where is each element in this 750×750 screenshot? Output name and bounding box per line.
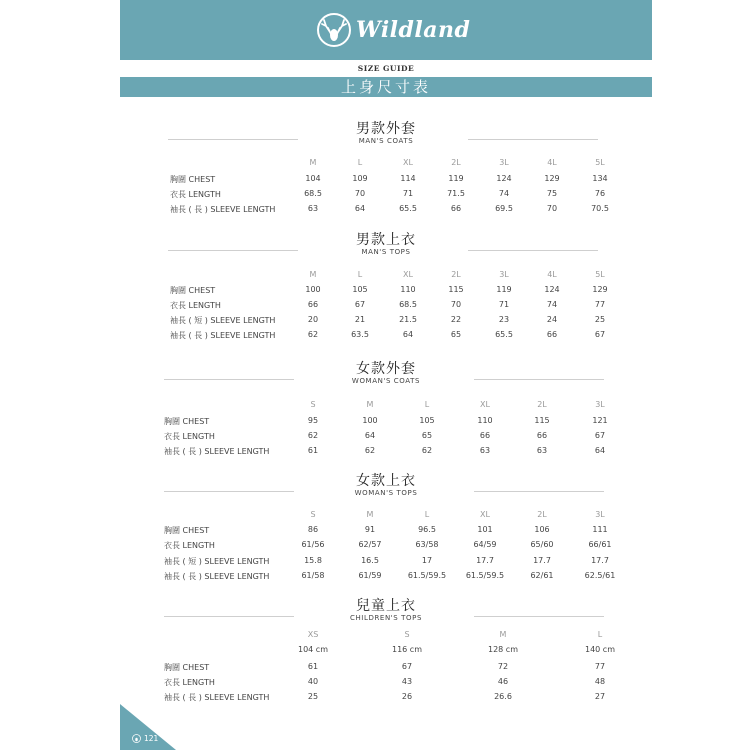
page-number: 121 bbox=[144, 734, 159, 743]
size-header: XL bbox=[403, 158, 413, 167]
value-cell: 91 bbox=[364, 525, 376, 534]
height-cell: 104 cm bbox=[297, 645, 328, 654]
value-cell: 110 bbox=[400, 285, 416, 294]
height-cell: 128 cm bbox=[487, 645, 518, 654]
value-cell: 68.5 bbox=[304, 189, 322, 198]
corner-tab bbox=[120, 704, 176, 750]
value-cell: 66 bbox=[546, 330, 558, 339]
value-cell: 86 bbox=[307, 525, 319, 534]
value-cell: 95 bbox=[307, 416, 319, 425]
section-subtitle: CHILDREN'S TOPS bbox=[349, 614, 423, 622]
value-cell: 61/58 bbox=[301, 571, 325, 580]
brand-wordmark: Wildland bbox=[356, 17, 471, 43]
value-cell: 62/61 bbox=[530, 571, 554, 580]
value-cell: 70.5 bbox=[591, 204, 609, 213]
row-label: 胸圍 CHEST bbox=[164, 663, 210, 672]
size-header: XS bbox=[307, 630, 319, 639]
height-cell: 140 cm bbox=[584, 645, 615, 654]
section-subtitle: WOMAN'S COATS bbox=[351, 377, 421, 385]
value-cell: 16.5 bbox=[361, 556, 379, 565]
size-header: 4L bbox=[547, 270, 557, 279]
section-title: 男款外套 bbox=[356, 121, 416, 137]
value-cell: 27 bbox=[594, 692, 606, 701]
value-cell: 62.5/61 bbox=[584, 571, 616, 580]
value-cell: 62/57 bbox=[358, 540, 382, 549]
size-header: 2L bbox=[537, 510, 547, 519]
size-guide-label: SIZE GUIDE bbox=[357, 64, 415, 73]
size-header: 2L bbox=[537, 400, 547, 409]
size-header: M bbox=[366, 400, 374, 409]
value-cell: 115 bbox=[448, 285, 464, 294]
row-label: 衣長 LENGTH bbox=[164, 432, 215, 441]
value-cell: 101 bbox=[477, 525, 493, 534]
value-cell: 76 bbox=[594, 189, 606, 198]
row-label: 胸圍 CHEST bbox=[170, 286, 216, 295]
size-header: M bbox=[366, 510, 374, 519]
value-cell: 134 bbox=[592, 174, 608, 183]
value-cell: 119 bbox=[448, 174, 464, 183]
section-rule-right bbox=[474, 491, 604, 492]
value-cell: 61.5/59.5 bbox=[465, 571, 505, 580]
size-header: 3L bbox=[595, 510, 605, 519]
value-cell: 63/58 bbox=[415, 540, 439, 549]
section-title: 男款上衣 bbox=[356, 232, 416, 248]
value-cell: 21 bbox=[354, 315, 366, 324]
value-cell: 71 bbox=[402, 189, 414, 198]
size-header: XL bbox=[480, 510, 490, 519]
value-cell: 105 bbox=[419, 416, 435, 425]
value-cell: 62 bbox=[421, 446, 433, 455]
value-cell: 72 bbox=[497, 662, 509, 671]
value-cell: 68.5 bbox=[399, 300, 417, 309]
value-cell: 70 bbox=[450, 300, 462, 309]
value-cell: 66 bbox=[479, 431, 491, 440]
value-cell: 75 bbox=[546, 189, 558, 198]
value-cell: 104 bbox=[305, 174, 321, 183]
value-cell: 63 bbox=[307, 204, 319, 213]
value-cell: 65.5 bbox=[495, 330, 513, 339]
value-cell: 66 bbox=[450, 204, 462, 213]
size-header: L bbox=[424, 400, 430, 409]
section-title: 女款外套 bbox=[356, 361, 416, 377]
value-cell: 15.8 bbox=[304, 556, 322, 565]
size-header: L bbox=[357, 270, 363, 279]
row-label: 袖長 ( 長 ) SLEEVE LENGTH bbox=[164, 572, 270, 581]
size-header: M bbox=[309, 270, 317, 279]
section-rule-right bbox=[474, 616, 604, 617]
section-rule-left bbox=[168, 250, 298, 251]
value-cell: 70 bbox=[546, 204, 558, 213]
section-rule-left bbox=[164, 616, 294, 617]
value-cell: 74 bbox=[546, 300, 558, 309]
value-cell: 25 bbox=[307, 692, 319, 701]
section-rule-left bbox=[168, 139, 298, 140]
value-cell: 77 bbox=[594, 662, 606, 671]
value-cell: 26.6 bbox=[494, 692, 512, 701]
value-cell: 70 bbox=[354, 189, 366, 198]
value-cell: 119 bbox=[496, 285, 512, 294]
value-cell: 100 bbox=[362, 416, 378, 425]
value-cell: 129 bbox=[544, 174, 560, 183]
size-header: M bbox=[309, 158, 317, 167]
value-cell: 64 bbox=[364, 431, 376, 440]
size-header: M bbox=[499, 630, 507, 639]
value-cell: 65/60 bbox=[530, 540, 554, 549]
value-cell: 124 bbox=[544, 285, 560, 294]
value-cell: 23 bbox=[498, 315, 510, 324]
size-header: 3L bbox=[499, 270, 509, 279]
value-cell: 100 bbox=[305, 285, 321, 294]
value-cell: 66 bbox=[307, 300, 319, 309]
value-cell: 48 bbox=[594, 677, 606, 686]
value-cell: 67 bbox=[354, 300, 366, 309]
value-cell: 109 bbox=[352, 174, 368, 183]
size-header: 4L bbox=[547, 158, 557, 167]
value-cell: 61/59 bbox=[358, 571, 382, 580]
size-header: XL bbox=[480, 400, 490, 409]
value-cell: 71.5 bbox=[447, 189, 465, 198]
value-cell: 74 bbox=[498, 189, 510, 198]
value-cell: 115 bbox=[534, 416, 550, 425]
size-header: S bbox=[310, 510, 316, 519]
section-subtitle: WOMAN'S TOPS bbox=[354, 489, 418, 497]
section-rule-left bbox=[164, 491, 294, 492]
value-cell: 65 bbox=[421, 431, 433, 440]
section-subtitle: MAN'S TOPS bbox=[361, 248, 411, 256]
value-cell: 61.5/59.5 bbox=[407, 571, 447, 580]
size-header: S bbox=[404, 630, 410, 639]
value-cell: 111 bbox=[592, 525, 608, 534]
value-cell: 65.5 bbox=[399, 204, 417, 213]
size-header: 5L bbox=[595, 158, 605, 167]
value-cell: 96.5 bbox=[418, 525, 436, 534]
value-cell: 63 bbox=[479, 446, 491, 455]
row-label: 衣長 LENGTH bbox=[170, 301, 221, 310]
value-cell: 46 bbox=[497, 677, 509, 686]
section-rule-left bbox=[164, 379, 294, 380]
row-label: 衣長 LENGTH bbox=[164, 541, 215, 550]
section-title: 兒童上衣 bbox=[356, 598, 416, 614]
size-header: XL bbox=[403, 270, 413, 279]
size-header: 3L bbox=[499, 158, 509, 167]
row-label: 袖長 ( 短 ) SLEEVE LENGTH bbox=[164, 557, 270, 566]
section-rule-right bbox=[474, 379, 604, 380]
value-cell: 61 bbox=[307, 662, 319, 671]
value-cell: 65 bbox=[450, 330, 462, 339]
value-cell: 121 bbox=[592, 416, 608, 425]
brand-logo bbox=[316, 12, 470, 48]
brand-header bbox=[120, 0, 652, 60]
value-cell: 64/59 bbox=[473, 540, 497, 549]
value-cell: 77 bbox=[594, 300, 606, 309]
row-label: 袖長 ( 短 ) SLEEVE LENGTH bbox=[170, 316, 276, 325]
value-cell: 17.7 bbox=[533, 556, 551, 565]
value-cell: 20 bbox=[307, 315, 319, 324]
row-label: 胸圍 CHEST bbox=[170, 175, 216, 184]
value-cell: 26 bbox=[401, 692, 413, 701]
row-label: 胸圍 CHEST bbox=[164, 417, 210, 426]
value-cell: 62 bbox=[307, 330, 319, 339]
section-rule-right bbox=[468, 139, 598, 140]
row-label: 袖長 ( 長 ) SLEEVE LENGTH bbox=[170, 205, 276, 214]
deer-head-icon bbox=[316, 12, 352, 48]
value-cell: 21.5 bbox=[399, 315, 417, 324]
row-label: 袖長 ( 長 ) SLEEVE LENGTH bbox=[164, 447, 270, 456]
value-cell: 110 bbox=[477, 416, 493, 425]
value-cell: 17 bbox=[421, 556, 433, 565]
value-cell: 66 bbox=[536, 431, 548, 440]
value-cell: 105 bbox=[352, 285, 368, 294]
value-cell: 64 bbox=[402, 330, 414, 339]
size-header: L bbox=[424, 510, 430, 519]
section-rule-right bbox=[468, 250, 598, 251]
value-cell: 43 bbox=[401, 677, 413, 686]
size-header: 3L bbox=[595, 400, 605, 409]
deer-head-icon bbox=[132, 734, 141, 743]
value-cell: 129 bbox=[592, 285, 608, 294]
value-cell: 64 bbox=[594, 446, 606, 455]
row-label: 袖長 ( 長 ) SLEEVE LENGTH bbox=[164, 693, 270, 702]
value-cell: 61 bbox=[307, 446, 319, 455]
value-cell: 71 bbox=[498, 300, 510, 309]
value-cell: 64 bbox=[354, 204, 366, 213]
value-cell: 66/61 bbox=[588, 540, 612, 549]
size-header: 5L bbox=[595, 270, 605, 279]
value-cell: 67 bbox=[594, 431, 606, 440]
value-cell: 62 bbox=[307, 431, 319, 440]
size-header: 2L bbox=[451, 158, 461, 167]
row-label: 袖長 ( 長 ) SLEEVE LENGTH bbox=[170, 331, 276, 340]
value-cell: 17.7 bbox=[476, 556, 494, 565]
size-header: 2L bbox=[451, 270, 461, 279]
size-header: S bbox=[310, 400, 316, 409]
value-cell: 24 bbox=[546, 315, 558, 324]
value-cell: 61/56 bbox=[301, 540, 325, 549]
section-title: 女款上衣 bbox=[356, 473, 416, 489]
height-cell: 116 cm bbox=[391, 645, 422, 654]
value-cell: 63.5 bbox=[351, 330, 369, 339]
row-label: 胸圍 CHEST bbox=[164, 526, 210, 535]
value-cell: 17.7 bbox=[591, 556, 609, 565]
value-cell: 124 bbox=[496, 174, 512, 183]
row-label: 衣長 LENGTH bbox=[170, 190, 221, 199]
value-cell: 25 bbox=[594, 315, 606, 324]
section-subtitle: MAN'S COATS bbox=[358, 137, 414, 145]
value-cell: 62 bbox=[364, 446, 376, 455]
value-cell: 63 bbox=[536, 446, 548, 455]
value-cell: 67 bbox=[401, 662, 413, 671]
value-cell: 67 bbox=[594, 330, 606, 339]
size-header: L bbox=[597, 630, 603, 639]
page-footer bbox=[132, 734, 158, 743]
page-title: 上身尺寸表 bbox=[120, 77, 652, 97]
value-cell: 22 bbox=[450, 315, 462, 324]
value-cell: 106 bbox=[534, 525, 550, 534]
row-label: 衣長 LENGTH bbox=[164, 678, 215, 687]
value-cell: 40 bbox=[307, 677, 319, 686]
value-cell: 69.5 bbox=[495, 204, 513, 213]
value-cell: 114 bbox=[400, 174, 416, 183]
size-header: L bbox=[357, 158, 363, 167]
size-guide-page bbox=[120, 0, 652, 750]
